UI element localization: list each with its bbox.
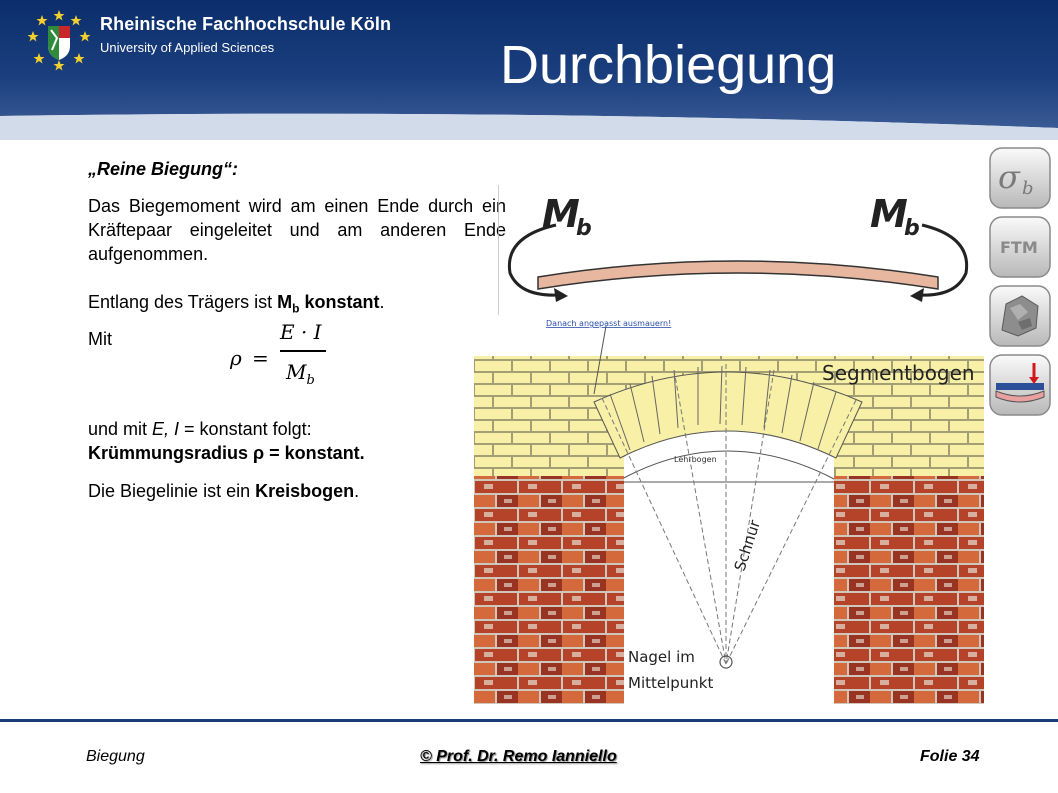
formula-denominator [286, 360, 315, 388]
fraction-bar [280, 350, 326, 352]
segmentbogen-label: Segmentbogen [822, 361, 975, 385]
p5-suffix: . [354, 481, 360, 501]
p2-bold: konstant [299, 292, 380, 312]
p2-sub: b [292, 301, 300, 316]
formula-den-symbol: M [286, 360, 307, 384]
segment-arch-figure [474, 312, 984, 704]
arrow-head-right [910, 288, 924, 302]
nav-sigma-button[interactable] [988, 146, 1052, 210]
lehrbogen-label: Lehrbogen [674, 455, 717, 464]
paragraph-mit: Mit [88, 329, 112, 349]
header-banner [0, 0, 1058, 140]
nav-ftm-button[interactable] [988, 215, 1052, 279]
p4-suffix: = konstant folgt: [179, 419, 312, 439]
university-logo [24, 8, 94, 74]
institution-subtitle: University of Applied Sciences [100, 40, 275, 55]
institution-name: Rheinische Fachhochschule Köln [100, 14, 392, 34]
mb-left-sub: b [576, 216, 592, 241]
footer-author: © Prof. Dr. Remo Ianniello [420, 748, 617, 765]
wall-left [474, 476, 624, 704]
ftm-icon [988, 215, 1052, 279]
footer-slide-number: Folie 34 [920, 748, 980, 765]
beam-figure [498, 185, 982, 320]
mb-left-label: M [542, 192, 580, 236]
p2-prefix: Entlang des Trägers ist [88, 292, 278, 312]
footer-topic: Biegung [86, 748, 145, 765]
note-label: Danach angepasst ausmauern! [546, 319, 672, 328]
paragraph-arc [88, 479, 506, 503]
sigma-icon [988, 146, 1052, 210]
section-heading: „Reine Biegung“: [88, 159, 239, 179]
nagel-label-2: Mittelpunkt [628, 674, 714, 692]
p2-symbol: M [277, 292, 293, 312]
nagel-label-1: Nagel im [628, 648, 695, 666]
p5-bold: Kreisbogen [255, 481, 355, 501]
formula-numerator: E · I [280, 320, 322, 344]
wall-right [834, 476, 984, 704]
p5-prefix: Die Biegelinie ist ein [88, 481, 256, 501]
p4-vars: E, I [152, 419, 180, 439]
ftm-text: FTM [1000, 238, 1038, 257]
material-sample-icon [988, 284, 1052, 348]
p4-prefix: und mit [88, 419, 153, 439]
paragraph-moment: Das Biegemoment wird am einen Ende durch ein Kräftepaar eingeleitet und am anderen Ende aufgenommen. [88, 196, 506, 264]
bent-beam [538, 261, 938, 289]
schnur-label: Schnur [730, 517, 765, 574]
bending-beam-icon [988, 353, 1052, 417]
formula-den-sub: b [306, 373, 315, 388]
footer-divider [0, 719, 1058, 722]
mb-right-label: M [870, 192, 908, 236]
paragraph-conclusion [88, 417, 506, 465]
slide-title: Durchbiegung [500, 35, 837, 95]
formula-rho: ρ [230, 346, 242, 370]
paragraph-constant [88, 290, 506, 321]
sigma-sub: b [1022, 178, 1034, 199]
arrow-head-left [554, 288, 568, 302]
p4-line2: Krümmungsradius ρ = konstant. [88, 443, 365, 463]
nav-material-button[interactable] [988, 284, 1052, 348]
p2-suffix: . [379, 292, 385, 312]
sigma-symbol: σ [998, 158, 1020, 196]
nav-bending-button[interactable] [988, 353, 1052, 417]
formula-equals: = [252, 346, 269, 370]
mb-right-sub: b [904, 216, 920, 241]
